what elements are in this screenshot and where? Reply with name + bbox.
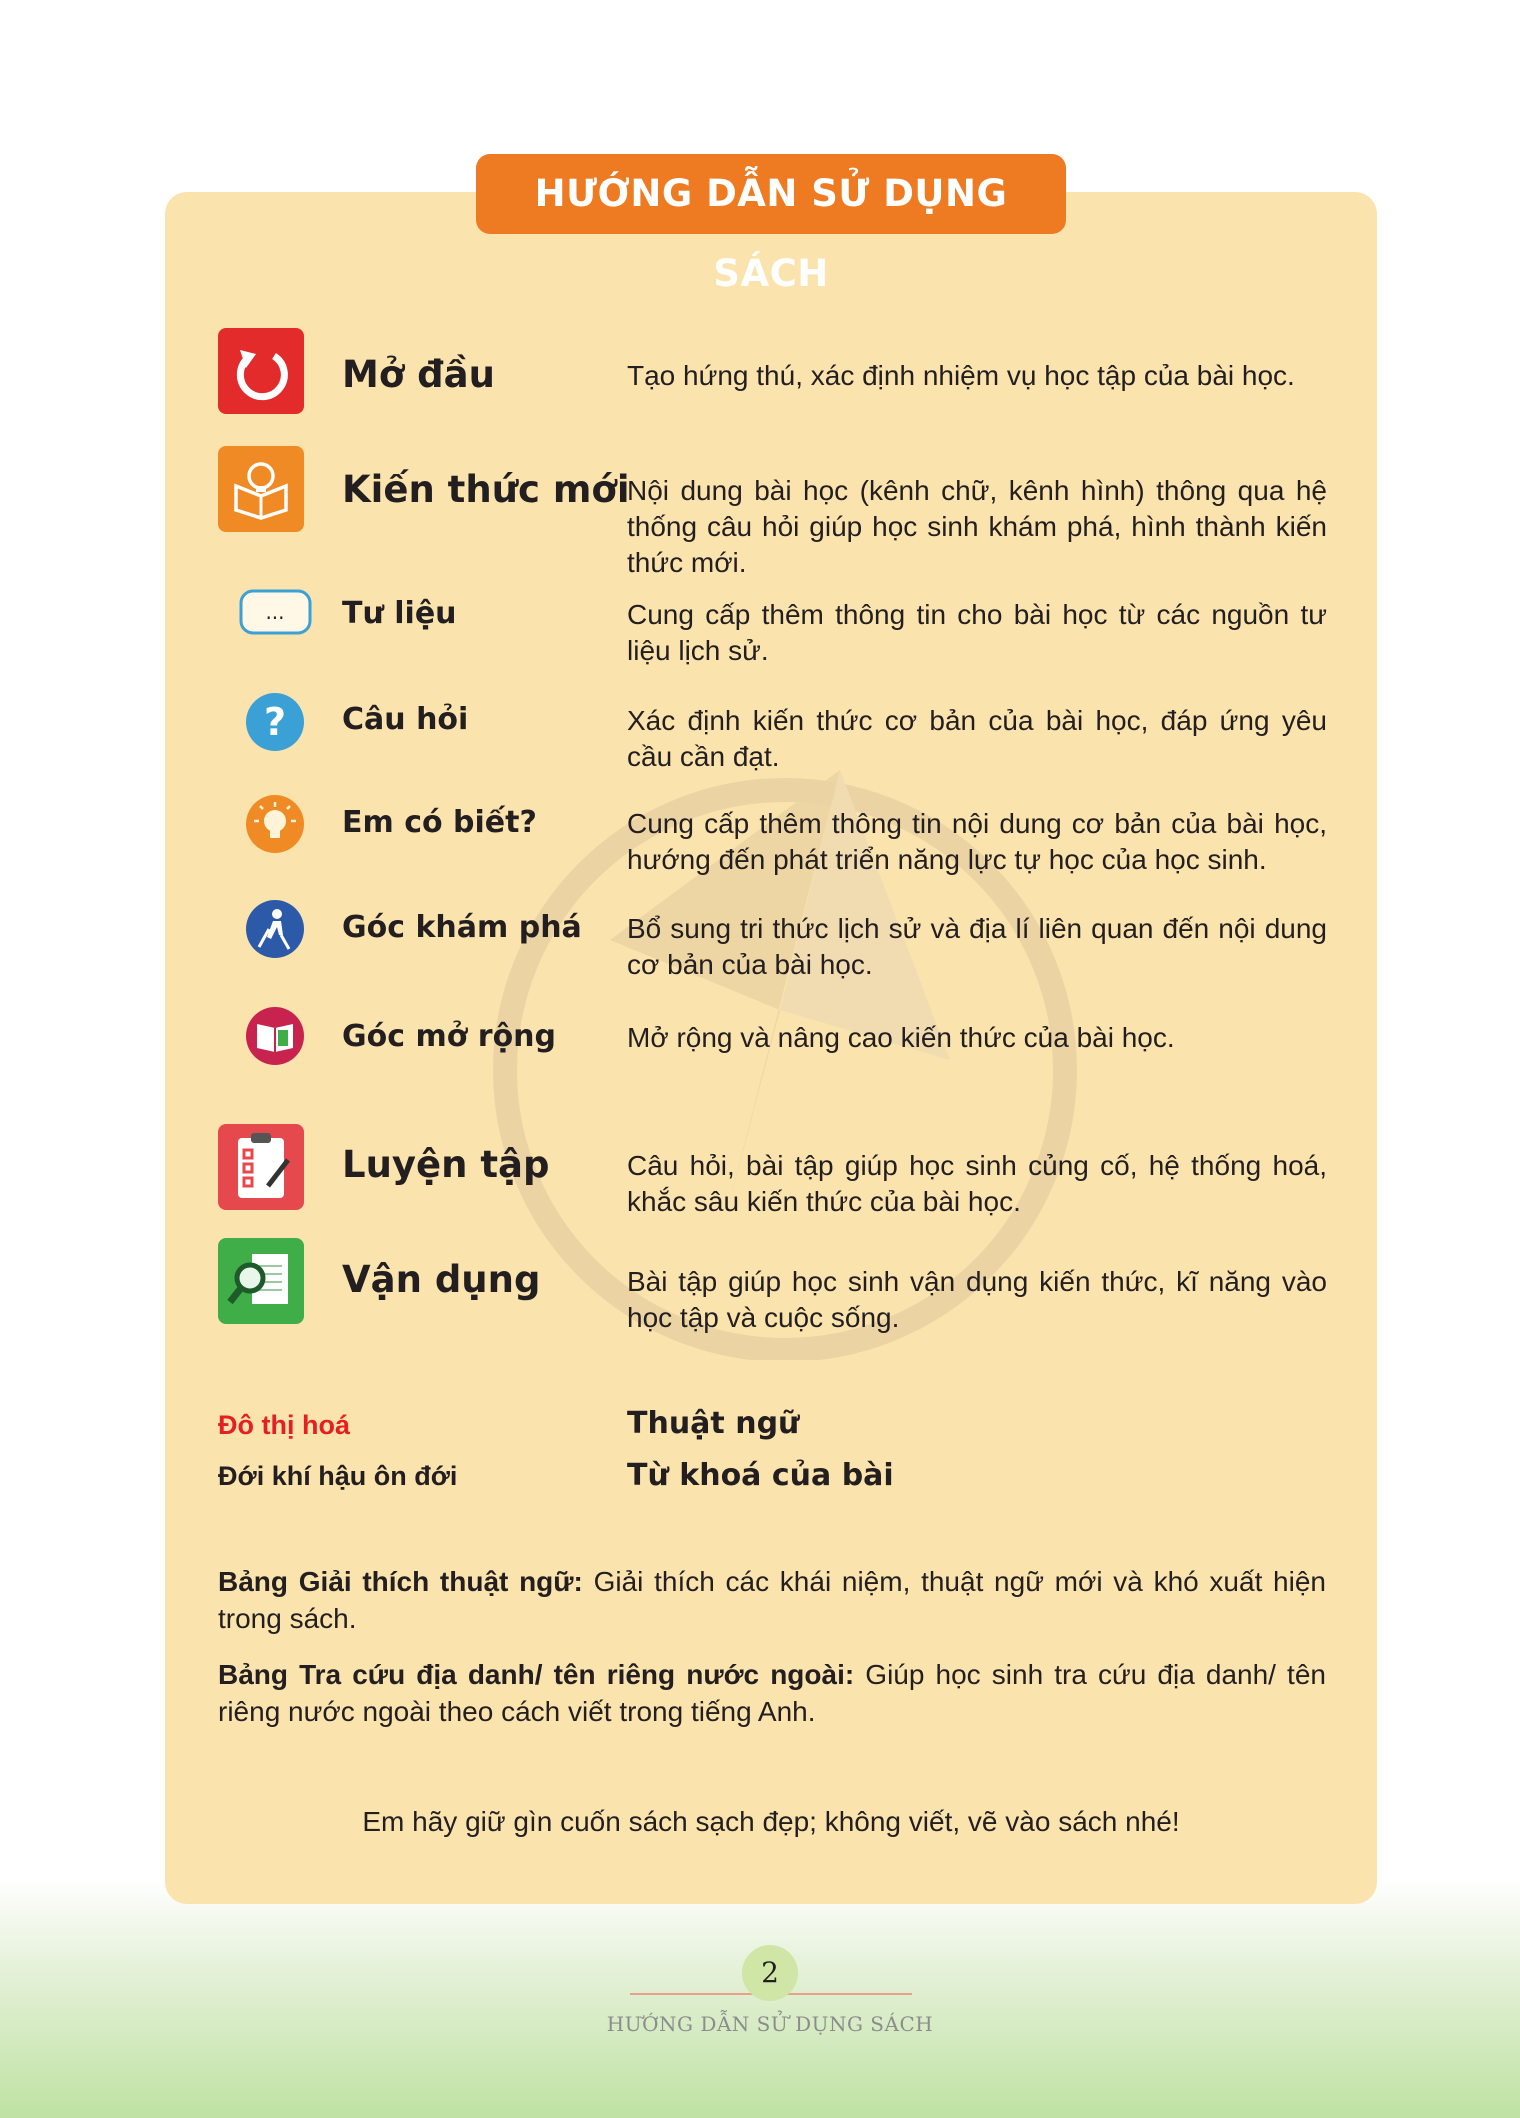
ellipsis-box-icon (239, 589, 312, 635)
lookup-text: Giúp học sinh tra cứu địa danh/ tên riêng nước ngoài theo cách viết trong tiếng Anh. (218, 1659, 1326, 1727)
page-title: HƯỚNG DẪN SỬ DỤNG SÁCH (476, 154, 1066, 234)
desc-kien-thuc-moi: Nội dung bài học (kênh chữ, kênh hình) thông qua hệ thống câu hỏi giúp học sinh khám phá, hình thành kiến thức mới. (627, 475, 1327, 578)
label-goc-mo-rong: Góc mở rộng (342, 1019, 557, 1054)
label-mo-dau: Mở đầu (342, 353, 495, 396)
open-book-icon (245, 1006, 305, 1066)
bulb-icon (245, 794, 305, 854)
label-cau-hoi: Câu hỏi (342, 702, 469, 737)
restart-icon (218, 328, 304, 414)
glossary-text: Giải thích các khái niệm, thuật ngữ mới và khó xuất hiện trong sách. (218, 1566, 1326, 1634)
glossary-title: Bảng Giải thích thuật ngữ: (218, 1566, 583, 1597)
lightbulb-book-icon (218, 446, 304, 532)
label-tu-lieu: Tư liệu (342, 596, 457, 631)
label-kien-thuc-moi: Kiến thức mới (342, 468, 630, 511)
label-em-co-biet: Em có biết? (342, 805, 537, 840)
desc-van-dung: Bài tập giúp học sinh vận dụng kiến thức, kĩ năng vào học tập và cuộc sống. (627, 1266, 1327, 1333)
example-keyword: Đới khí hậu ôn đới (218, 1461, 458, 1491)
explorer-icon (245, 899, 305, 959)
label-goc-kham-pha: Góc khám phá (342, 910, 582, 945)
desc-mo-dau: Tạo hứng thú, xác định nhiệm vụ học tập của bài học. (627, 360, 1295, 391)
footer-section-title: HƯỚNG DẪN SỬ DỤNG SÁCH (606, 2012, 934, 2036)
example-term: Đô thị hoá (218, 1410, 350, 1440)
desc-em-co-biet: Cung cấp thêm thông tin nội dung cơ bản của bài học, hướng đến phát triển năng lực tự học của học sinh. (627, 808, 1327, 875)
glossary-paragraph (218, 1563, 1326, 1637)
term-label: Thuật ngữ (627, 1406, 800, 1441)
desc-cau-hoi: Xác định kiến thức cơ bản của bài học, đáp ứng yêu cầu cần đạt. (627, 705, 1327, 772)
question-icon (245, 692, 305, 752)
desc-goc-kham-pha: Bổ sung tri thức lịch sử và địa lí liên quan đến nội dung cơ bản của bài học. (627, 913, 1327, 980)
question-mark: ? (263, 700, 287, 744)
keyword-label: Từ khoá của bài (627, 1458, 894, 1493)
desc-luyen-tap: Câu hỏi, bài tập giúp học sinh củng cố, hệ thống hoá, khắc sâu kiến thức của bài học. (627, 1150, 1327, 1217)
label-van-dung: Vận dụng (342, 1258, 541, 1301)
lookup-paragraph (218, 1656, 1326, 1730)
clipboard-icon (218, 1124, 304, 1210)
desc-goc-mo-rong: Mở rộng và nâng cao kiến thức của bài học. (627, 1022, 1175, 1053)
lookup-title: Bảng Tra cứu địa danh/ tên riêng nước ngoài: (218, 1659, 855, 1690)
closing-note: Em hãy giữ gìn cuốn sách sạch đẹp; không viết, vẽ vào sách nhé! (362, 1806, 1180, 1837)
magnifier-doc-icon (218, 1238, 304, 1324)
page-number: 2 (742, 1945, 798, 2001)
label-luyen-tap: Luyện tập (342, 1143, 550, 1186)
desc-tu-lieu: Cung cấp thêm thông tin cho bài học từ các nguồn tư liệu lịch sử. (627, 599, 1327, 666)
ellipsis-text: ... (265, 600, 285, 624)
